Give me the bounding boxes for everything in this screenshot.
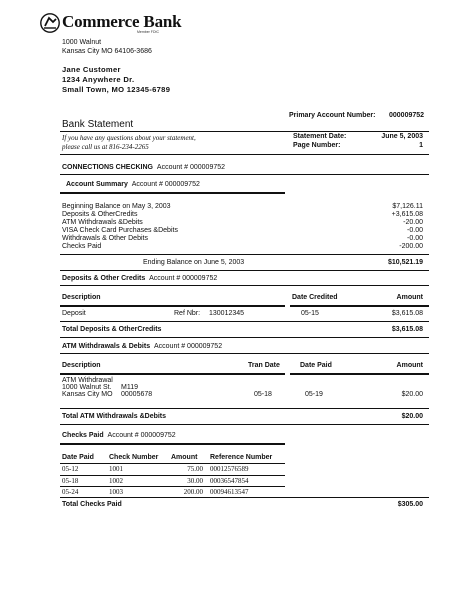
bank-name: Commerce Bank [62,12,182,31]
statement-header-bottom-rule [60,154,429,155]
summary-header-rule [60,192,285,194]
deposits-col-date: Date Credited [292,294,338,301]
atm-row-line3b: 00005678 [121,391,153,398]
summary-row-label: Beginning Balance on May 3, 2003 [62,203,171,210]
customer-address-line2: Small Town, MO 12345-6789 [62,85,171,94]
check-row-ref: 00012576589 [210,465,249,473]
checks-col-rule [60,463,285,464]
check-row-amount: 75.00 [187,465,203,473]
summary-row-value: -20.00 [403,219,423,226]
page-number-label: Page Number: [293,142,341,149]
summary-row-value: $7,126.11 [392,203,423,210]
atm-row-line3a: Kansas City MO [62,391,113,398]
atm-account: Account # 000009752 [153,343,223,350]
atm-row-date-paid: 05-19 [305,391,323,398]
summary-row-label: VISA Check Card Purchases &Debits [62,227,178,234]
atm-col-tran-date: Tran Date [248,362,280,369]
summary-row-value: -0.00 [407,227,423,234]
checks-col-amount: Amount [171,454,198,461]
atm-total-top-rule [60,408,429,409]
summary-row-value: +3,615.08 [391,211,423,218]
checks-col-number: Check Number [109,454,159,461]
deposit-row-date: 05-15 [301,310,319,317]
ending-balance-value: $10,521.19 [387,259,423,266]
summary-row-value: -200.00 [399,243,423,250]
deposit-row-amount: $3,615.08 [391,310,423,317]
summary-row-label: ATM Withdrawals &Debits [62,219,143,226]
page-number-value: 1 [419,142,423,149]
check-row-divider [60,475,285,476]
checks-total-value: $305.00 [397,501,423,508]
statement-title: Bank Statement [62,119,134,130]
checks-col-ref: Reference Number [210,454,273,461]
checks-table-bottom-rule [60,497,429,498]
deposits-total-bottom-rule [60,337,429,338]
checks-total-label: Total Checks Paid [62,501,122,508]
customer-address-line1: 1234 Anywhere Dr. [62,75,135,84]
atm-col-rule-right [290,373,429,375]
atm-row-tran-date: 05-18 [254,391,272,398]
summary-row-label: Deposits & OtherCredits [62,211,138,218]
bank-tagline: Member FDIC [137,30,159,34]
summary-row-label: Withdrawals & Other Debits [62,235,148,242]
atm-total-bottom-rule [60,424,429,425]
bank-address-line2: Kansas City MO 64106-3686 [62,48,152,55]
atm-total-label: Total ATM Withdrawals &Debits [62,413,167,420]
check-row-number: 1002 [109,477,123,485]
atm-col-rule-left [60,373,285,375]
questions-line1: If you have any questions about your statement, [62,134,196,142]
deposits-total-value: $3,615.08 [391,326,423,333]
atm-row-line1: ATM Withdrawal [62,377,113,384]
check-row-amount: 30.00 [187,477,203,485]
ending-balance-label: Ending Balance on June 5, 2003 [143,259,245,266]
summary-row-value: -0.00 [407,235,423,242]
checks-col-date: Date Paid [62,454,94,461]
check-row-date: 05-18 [62,477,79,485]
deposits-col-rule-left [60,305,285,307]
atm-col-description: Description [62,362,101,369]
primary-account-value: 000009752 [389,112,425,119]
check-row-number: 1001 [109,465,123,473]
statement-title-rule [60,131,429,132]
check-row-divider [60,486,285,487]
check-row-number: 1003 [109,488,123,496]
deposit-row-description: Deposit [62,310,86,317]
check-row-amount: 200.00 [183,488,203,496]
atm-header [62,343,222,350]
checks-title: Checks Paid [62,432,104,439]
summary-row-label: Checks Paid [62,243,102,250]
deposit-row-ref-value: 130012345 [209,310,245,317]
check-row-date: 05-12 [62,465,79,473]
deposits-col-rule-right [290,305,429,307]
checking-rule [60,174,429,175]
customer-name: Jane Customer [62,65,121,74]
check-row-date: 05-24 [62,488,79,496]
atm-title: ATM Withdrawals & Debits [62,343,151,350]
statement-date-label: Statement Date: [293,133,347,140]
summary-ending-bottom-rule [60,270,429,271]
deposits-col-amount: Amount [396,294,423,301]
deposit-row-ref-label: Ref Nbr: [174,310,201,317]
checks-header-rule [60,443,285,445]
deposits-total-label: Total Deposits & OtherCredits [62,326,162,333]
questions-line2: please call us at 816-234-2265 [62,143,149,151]
checks-header [62,432,176,439]
atm-row-amount: $20.00 [401,391,423,398]
atm-col-date-paid: Date Paid [300,362,332,369]
deposits-total-top-rule [60,321,429,322]
summary-title: Account Summary [66,181,128,188]
primary-account-label: Primary Account Number: [289,112,376,119]
statement-date-value: June 5, 2003 [381,133,423,140]
deposits-header-rule [60,285,429,286]
bank-logo-icon [40,13,60,33]
checking-header [62,164,225,171]
deposits-header [62,275,217,282]
deposits-account: Account # 000009752 [149,275,218,282]
bank-address-line1: 1000 Walnut [62,39,102,46]
atm-row-line2b: M119 [121,384,138,391]
atm-col-amount: Amount [396,362,423,369]
checking-title: CONNECTIONS CHECKING [62,164,154,171]
atm-row-line2a: 1000 Walnut St. [62,384,112,391]
deposits-title: Deposits & Other Credits [62,275,146,282]
checking-account: Account # 000009752 [156,164,226,171]
check-row-ref: 00094613547 [210,488,249,496]
atm-header-rule [60,353,429,354]
deposits-col-description: Description [62,294,101,301]
atm-total-value: $20.00 [401,413,423,420]
summary-ending-top-rule [60,254,429,255]
summary-header [66,181,200,188]
checks-account: Account # 000009752 [107,432,176,439]
check-row-ref: 00036547854 [210,477,249,485]
summary-account: Account # 000009752 [131,181,200,188]
